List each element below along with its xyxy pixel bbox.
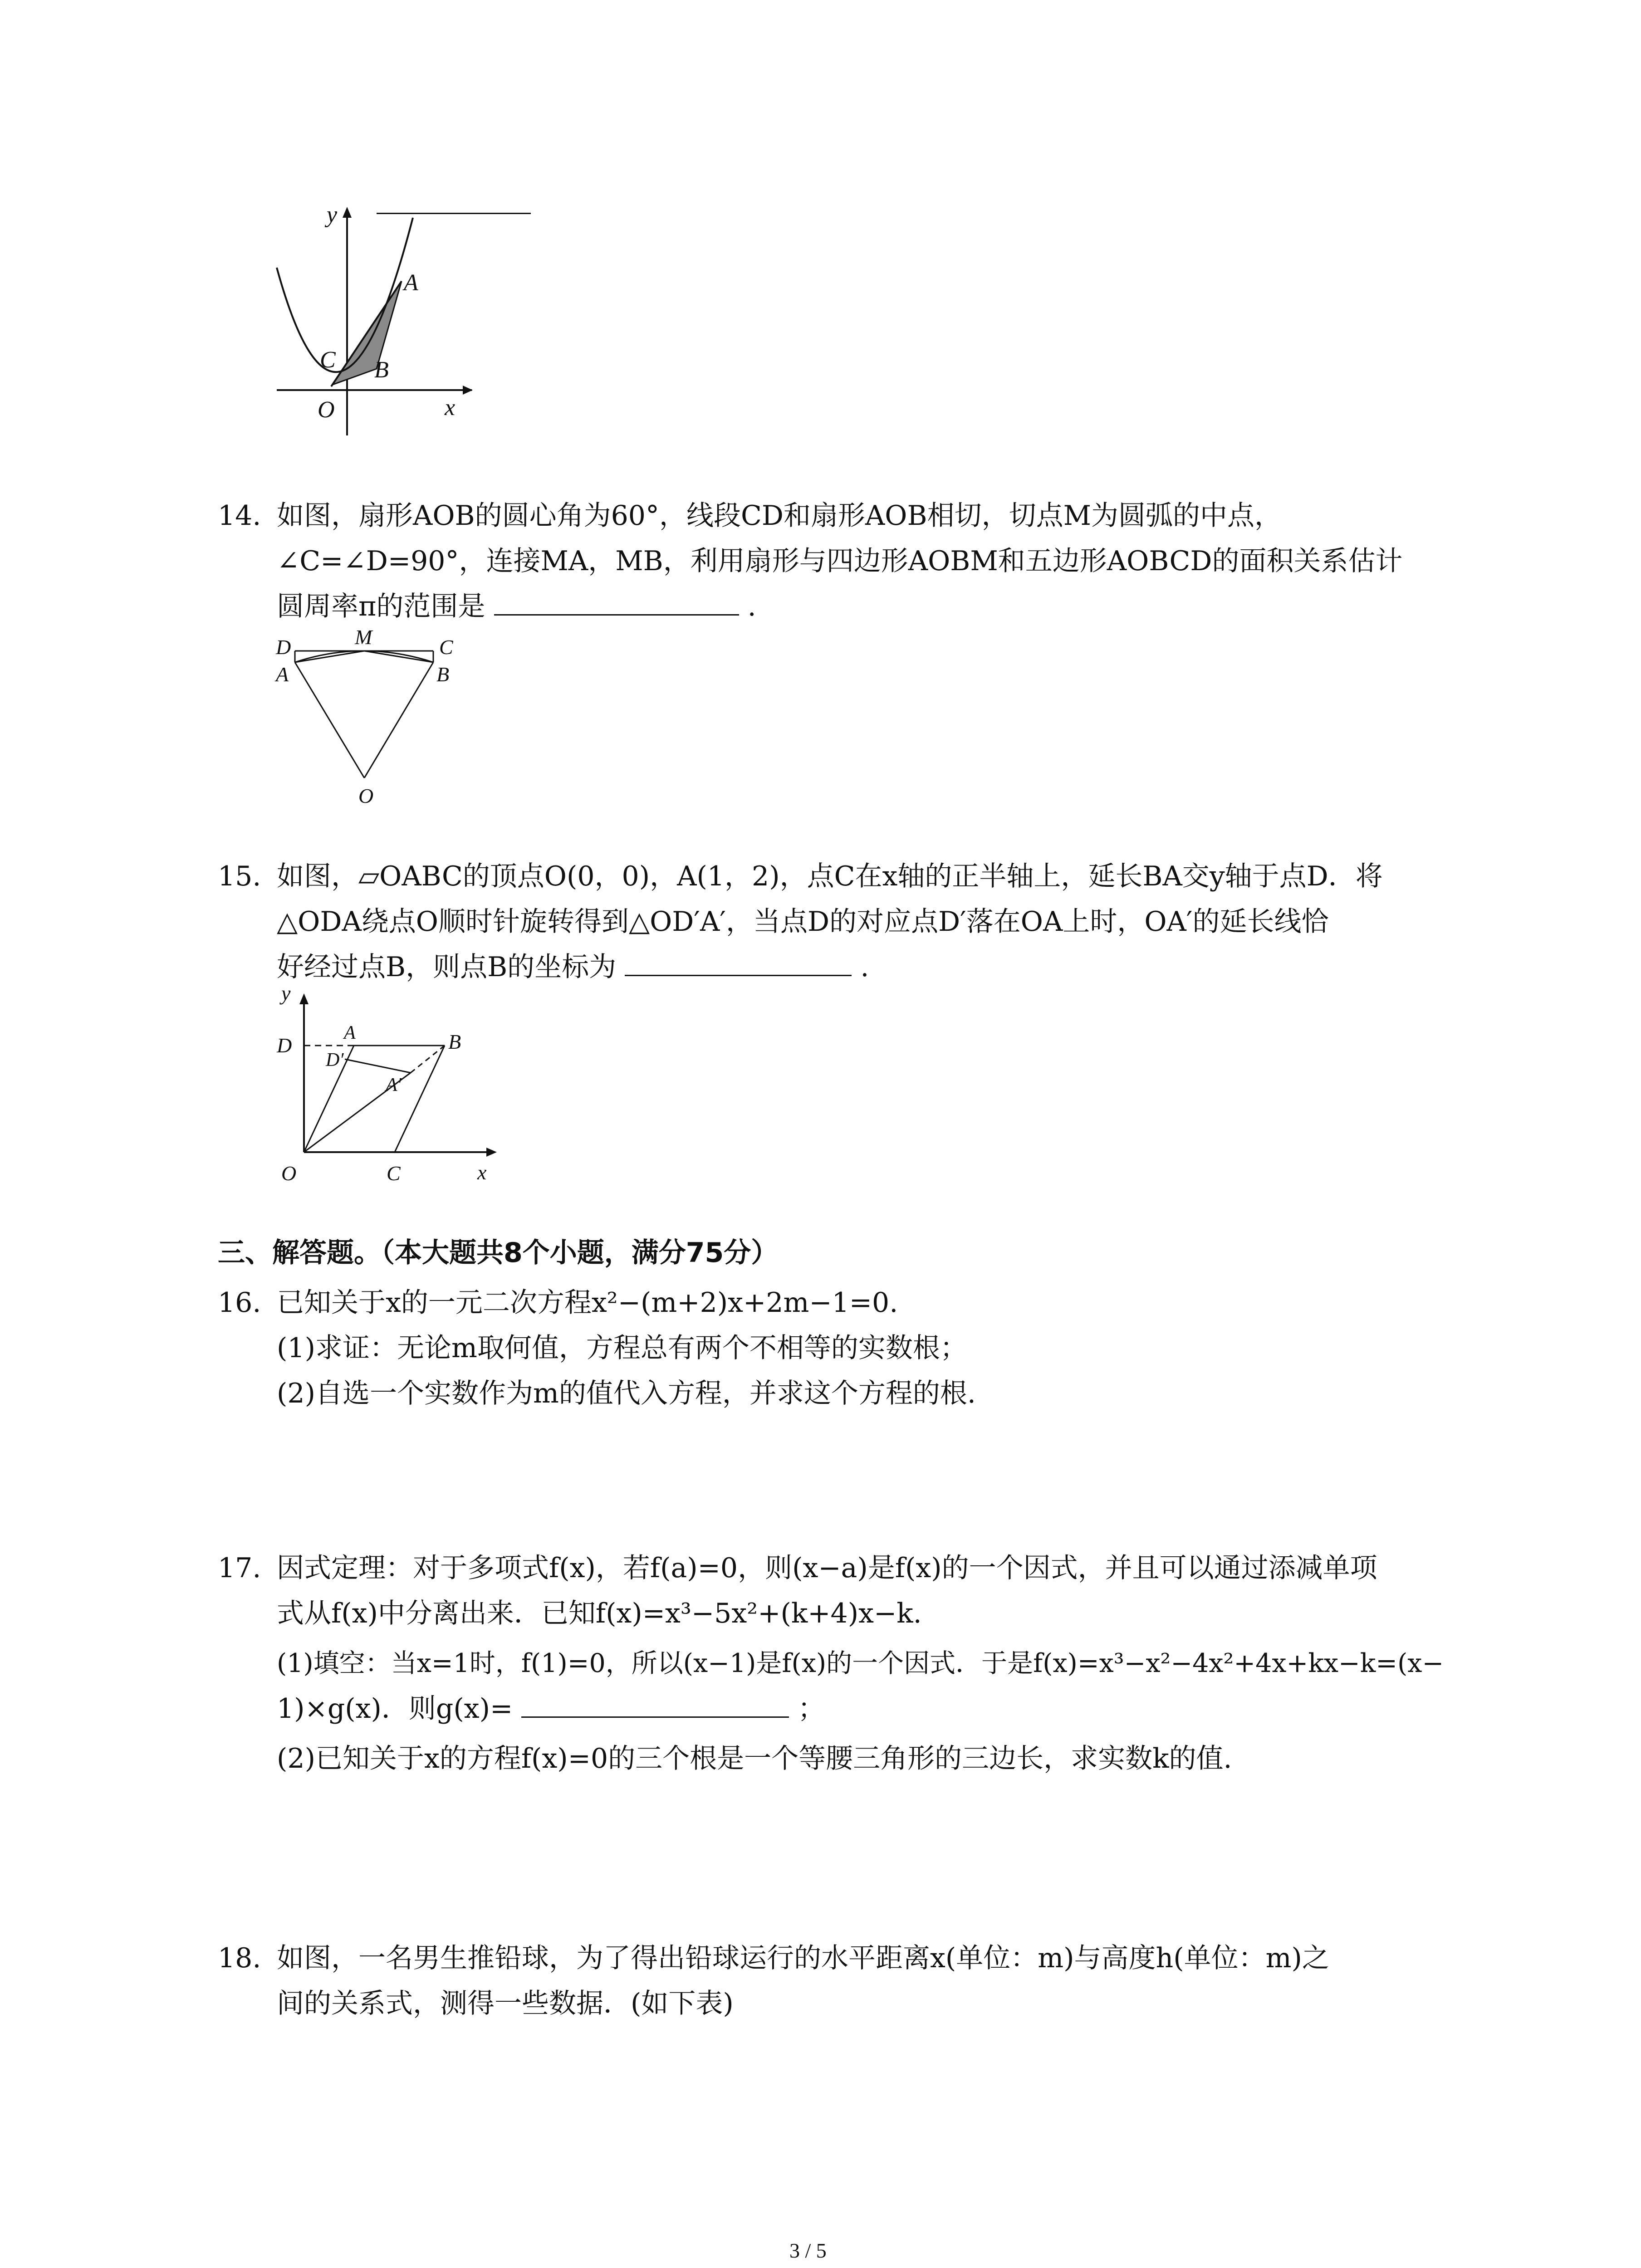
- q17-line4-end: ；: [798, 1693, 825, 1725]
- q15-parallelogram-figure: [268, 984, 504, 1188]
- fig-label-B: B: [448, 1030, 461, 1053]
- fig-label-A: A: [276, 663, 289, 686]
- q18-line2: 间的关系式，测得一些数据．(如下表): [277, 1988, 734, 2019]
- q16-line1: 已知关于x的一元二次方程x²−(m+2)x+2m−1=0.: [277, 1287, 898, 1319]
- fig-label-D-prime: D′: [326, 1050, 344, 1070]
- fig-label-B: B: [436, 663, 450, 686]
- q14-number: 14.: [218, 500, 261, 532]
- q17-line4: [277, 1690, 825, 1728]
- q16-part2: (2)自选一个实数作为m的值代入方程，并求这个方程的根.: [277, 1378, 976, 1409]
- q16-part1: (1)求证：无论m取何值，方程总有两个不相等的实数根；: [277, 1332, 967, 1364]
- q17-line5: (2)已知关于x的方程f(x)=0的三个根是一个等腰三角形的三边长，求实数k的值.: [277, 1743, 1232, 1774]
- q15-number: 15.: [218, 860, 261, 892]
- fig-label-A-prime: A′: [386, 1075, 402, 1095]
- q17-line2: 式从f(x)中分离出来．已知f(x)=x³−5x²+(k+4)x−k.: [277, 1598, 922, 1629]
- fig-label-B: B: [374, 357, 389, 383]
- q14-line3-text: 圆周率π的范围是: [277, 591, 485, 622]
- q14-answer-blank[interactable]: [494, 588, 739, 616]
- fig-label-y: y: [327, 202, 338, 228]
- q13-parabola-figure: [263, 200, 481, 445]
- q18-line1: 如图，一名男生推铅球，为了得出铅球运行的水平距离x(单位：m)与高度h(单位：m)之: [277, 1942, 1329, 1974]
- section-heading: 三、解答题。（本大题共8个小题，满分75分）: [218, 1237, 779, 1269]
- fig-label-D: D: [277, 1034, 292, 1057]
- q14-line1: 如图，扇形AOB的圆心角为60°，线段CD和扇形AOB相切，切点M为圆弧的中点，: [277, 500, 1282, 532]
- q15-line3-text: 好经过点B，则点B的坐标为: [277, 951, 617, 983]
- fig-label-O: O: [281, 1162, 297, 1185]
- fig-label-A: A: [404, 270, 418, 296]
- q14-line2: ∠C=∠D=90°，连接MA，MB，利用扇形与四边形AOBM和五边形AOBCD的面积关系估计: [277, 545, 1403, 577]
- q17-line4-text: 1)×g(x)．则g(x)=: [277, 1693, 513, 1725]
- fig-label-C: C: [439, 635, 453, 659]
- fig-label-x: x: [445, 395, 456, 420]
- fig-label-M: M: [355, 631, 372, 649]
- q17-line3: (1)填空：当x=1时，f(1)=0，所以(x−1)是f(x)的一个因式．于是f(x)=x³−x²−4x²+4x+kx−k=(x−: [277, 1648, 1444, 1678]
- q15-line3-end: .: [860, 951, 869, 983]
- fig-label-A: A: [344, 1022, 356, 1043]
- q15-line3: [277, 948, 869, 986]
- q17-answer-blank[interactable]: [521, 1690, 789, 1718]
- page-number: 3 / 5: [789, 2239, 827, 2262]
- fig-label-C: C: [320, 347, 336, 373]
- q15-line2: △ODA绕点O顺时针旋转得到△OD′A′，当点D的对应点D′落在OA上时，OA′的延长线恰: [277, 906, 1329, 938]
- q14-sector-figure: [268, 631, 467, 812]
- fig-label-O: O: [358, 784, 374, 807]
- fig-label-C: C: [387, 1162, 401, 1185]
- fig-label-y: y: [281, 984, 291, 1005]
- q17-line1: 因式定理：对于多项式f(x)，若f(a)=0，则(x−a)是f(x)的一个因式，并且可以通过添减单项: [277, 1552, 1377, 1584]
- q14-line3-end: .: [747, 591, 756, 622]
- q15-line1: 如图，▱OABC的顶点O(0，0)，A(1，2)，点C在x轴的正半轴上，延长BA交y轴于点D．将: [277, 860, 1383, 892]
- fig-label-D: D: [276, 635, 291, 659]
- q17-number: 17.: [218, 1552, 261, 1584]
- q14-line3: [277, 587, 756, 626]
- q16-number: 16.: [218, 1287, 261, 1319]
- q18-number: 18.: [218, 1942, 261, 1974]
- fig-label-O: O: [318, 397, 335, 423]
- q15-answer-blank[interactable]: [625, 948, 852, 976]
- fig-label-x: x: [477, 1161, 487, 1184]
